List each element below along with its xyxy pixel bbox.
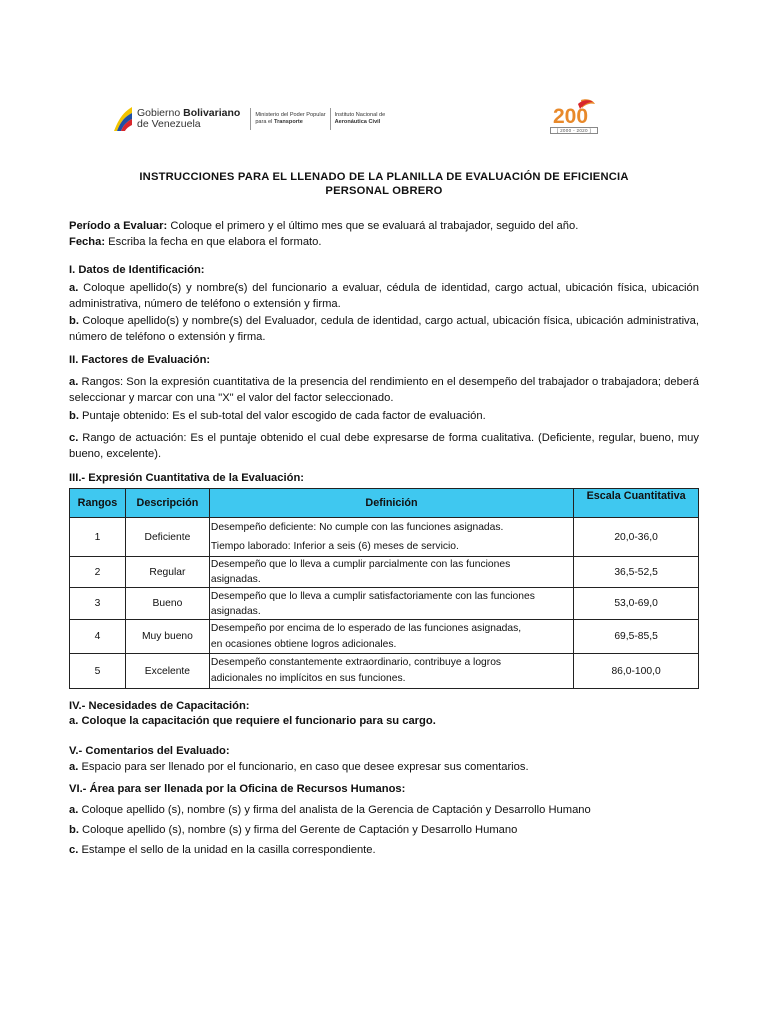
cell-escala: 36,5-52,5 (574, 557, 699, 588)
cell-definicion: Desempeño constantemente extraordinario, contribuye a logros adicionales no implícitos en sus funciones. (209, 654, 573, 689)
section6-item-c: c. Estampe el sello de la unidad en la casilla correspondiente. (69, 844, 376, 856)
section6-heading: VI.- Área para ser llenada por la Oficina de Recursos Humanos: (69, 783, 406, 795)
logo-divider (330, 108, 331, 130)
ministerio-label: Ministerio del Poder Popular para el Transporte (255, 112, 326, 125)
cell-rango: 2 (70, 557, 126, 588)
evaluation-scale-table (69, 488, 699, 689)
section1-item-b: b. Coloque apellido(s) y nombre(s) del Evaluador, cedula de identidad, cargo actual, ubicación física, ubicación administrativa, número de teléfono o extensión y firma. (69, 315, 699, 343)
table-row (70, 557, 699, 588)
section5-item-a: a. Espacio para ser llenado por el funcionario, en caso que desee expresar sus comentarios. (69, 761, 529, 773)
cell-rango: 1 (70, 518, 126, 557)
section2-item-a: a. Rangos: Son la expresión cuantitativa de la presencia del rendimiento en el desempeño del trabajador o trabajadora; deberá seleccionar y marcar con una "X" el valor del factor seleccionado. (69, 376, 699, 404)
cell-escala: 86,0-100,0 (574, 654, 699, 689)
fecha-paragraph: Fecha: Escriba la fecha en que elabora el formato. (69, 236, 322, 248)
table-header-row (70, 489, 699, 518)
cell-definicion: Desempeño por encima de lo esperado de las funciones asignadas, en ocasiones obtiene logros adicionales. (209, 620, 573, 654)
table-row (70, 654, 699, 689)
cell-definicion: Desempeño que lo lleva a cumplir satisfactoriamente con las funciones asignadas. (209, 588, 573, 620)
anniversary-years: [ 2000 - 2020 ] (550, 127, 598, 134)
cell-descripcion: Bueno (125, 588, 209, 620)
section1-heading: I. Datos de Identificación: (69, 264, 205, 276)
cell-descripcion: Deficiente (125, 518, 209, 557)
instituto-label: Instituto Nacional de Aeronáutica Civil (334, 112, 386, 125)
cell-escala: 20,0-36,0 (574, 518, 699, 557)
section6-item-a: a. Coloque apellido (s), nombre (s) y firma del analista de la Gerencia de Captación y Desarrollo Humano (69, 804, 591, 816)
section4-heading: IV.- Necesidades de Capacitación: (69, 700, 250, 712)
column-header-escala: Escala Cuantitativa (574, 489, 699, 518)
gobierno-wordmark: Gobierno Bolivariano de Venezuela (137, 107, 241, 130)
table-row (70, 620, 699, 654)
section5-heading: V.- Comentarios del Evaluado: (69, 745, 230, 757)
cell-descripcion: Muy bueno (125, 620, 209, 654)
section2-item-b: b. Puntaje obtenido: Es el sub-total del valor escogido de cada factor de evaluación. (69, 410, 486, 422)
cell-rango: 5 (70, 654, 126, 689)
cell-rango: 4 (70, 620, 126, 654)
cell-definicion: Desempeño deficiente: No cumple con las funciones asignadas. Tiempo laborado: Inferior a seis (6) meses de servicio. (209, 518, 573, 557)
cell-descripcion: Excelente (125, 654, 209, 689)
cell-definicion: Desempeño que lo lleva a cumplir parcialmente con las funciones asignadas. (209, 557, 573, 588)
section1-item-a: a. Coloque apellido(s) y nombre(s) del funcionario a evaluar, cédula de identidad, cargo actual, ubicación física, ubicación administrativa, número de teléfono o extensión y firma. (69, 282, 699, 310)
section2-item-c: c. Rango de actuación: Es el puntaje obtenido el cual debe expresarse de forma cualitativa. (Deficiente, regular, bueno, muy bueno, excelente). (69, 432, 699, 460)
document-title-line1: INSTRUCCIONES PARA EL LLENADO DE LA PLANILLA DE EVALUACIÓN DE EFICIENCIA (139, 171, 629, 183)
section6-item-b: b. Coloque apellido (s), nombre (s) y firma del Gerente de Captación y Desarrollo Humano (69, 824, 518, 836)
gobierno-logo (112, 104, 385, 134)
column-header-descripcion: Descripción (125, 489, 209, 518)
section4-item-a: a. Coloque la capacitación que requiere el funcionario para su cargo. (69, 715, 436, 727)
table-row (70, 518, 699, 557)
document-title-line2: PERSONAL OBRERO (325, 185, 443, 197)
cell-escala: 69,5-85,5 (574, 620, 699, 654)
periodo-paragraph: Período a Evaluar: Coloque el primero y el último mes que se evaluará al trabajador, seguido del año. (69, 220, 579, 232)
cell-descripcion: Regular (125, 557, 209, 588)
cell-rango: 3 (70, 588, 126, 620)
svg-text:200: 200 (553, 105, 589, 128)
section3-heading: III.- Expresión Cuantitativa de la Evaluación: (69, 472, 304, 484)
column-header-rangos: Rangos (70, 489, 126, 518)
table-row (70, 588, 699, 620)
venezuela-flag-icon (112, 105, 134, 133)
section2-heading: II. Factores de Evaluación: (69, 354, 211, 366)
logo-divider (250, 108, 251, 130)
cell-escala: 53,0-69,0 (574, 588, 699, 620)
column-header-definicion: Definición (209, 489, 573, 518)
